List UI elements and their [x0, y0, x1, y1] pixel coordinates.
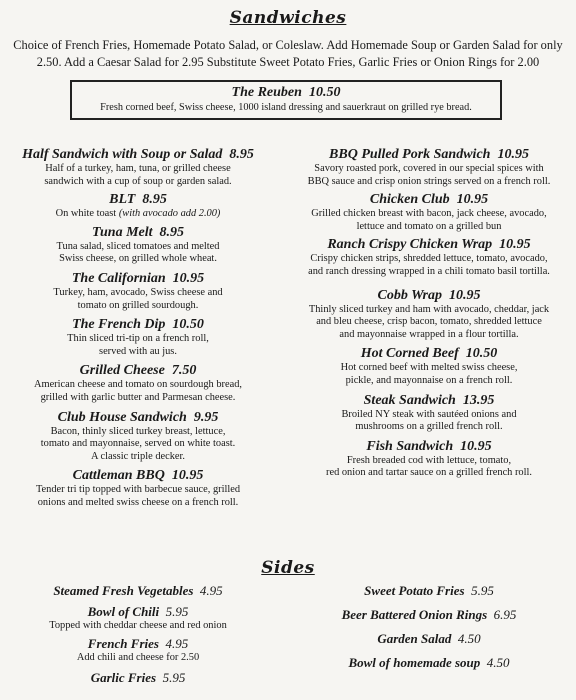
menu-item [287, 191, 571, 233]
item-desc: Tender tri tip topped with barbecue sauce, grilled onions and melted swiss cheese on a french roll. [35, 484, 241, 508]
item-desc: Thinly sliced turkey and ham with avocado, cheddar, jack and bleu cheese, crisp bacon, tomato, shredded lettuce and mayonnaise wrapped in a flour tortilla. [308, 303, 550, 340]
item-note: (with avocado add 2.00) [118, 208, 221, 220]
sides-right-column [287, 583, 571, 671]
item-desc: Crispy chicken strips, shredded lettuce, tomato, avocado, and ranch dressing wrapped in a chili tomato basil tortilla. [308, 253, 550, 277]
item-desc: Bacon, thinly sliced turkey breast, lettuce, tomato and mayonnaise, served on white toast. A classic triple decker. [40, 425, 236, 462]
item-name: BLT [109, 192, 136, 208]
item-name: Half Sandwich with Soup or Salad [22, 147, 223, 162]
side-item [0, 604, 276, 620]
item-name: The French Dip [72, 317, 166, 333]
item-price: 10.95 [460, 438, 492, 454]
item-name: BBQ Pulled Pork Sandwich [329, 147, 491, 162]
menu-item [0, 191, 276, 221]
menu-item [0, 316, 276, 358]
menu-item [287, 236, 571, 278]
item-name: Fish Sandwich [366, 438, 454, 454]
side-item [0, 636, 276, 652]
item-desc: Hot corned beef with melted swiss cheese, pickle, and mayonnaise on a french roll. [340, 362, 518, 386]
item-desc: Tuna salad, sliced tomatoes and melted Swiss cheese, on grilled whole wheat. [56, 240, 220, 265]
menu-item [0, 409, 276, 464]
featured-item-box [70, 80, 502, 120]
item-price: 8.95 [142, 192, 167, 208]
side-name: Sweet Potato Fries [364, 583, 465, 598]
item-desc: Grilled chicken breast with bacon, jack cheese, avocado, lettuce and tomato on a grilled bun [311, 208, 547, 232]
item-name: The Californian [71, 270, 166, 286]
item-name: Cobb Wrap [377, 287, 442, 303]
item-name: Chicken Club [369, 192, 450, 208]
right-menu-column [287, 146, 571, 480]
menu-item [0, 362, 276, 404]
sandwiches-intro: Choice of French Fries, Homemade Potato Salad, or Coleslaw. Add Homemade Soup or Garden Salad for only 2.50. Add a Caesar Salad for 2.95 Substitute Sweet Potato Fries, Garlic Fries or Onion Rings for 2.00 [13, 38, 563, 69]
item-name: Hot Corned Beef [360, 346, 459, 362]
item-name: Steak Sandwich [363, 392, 456, 408]
item-price: 10.95 [172, 270, 205, 286]
side-price: 6.95 [493, 607, 517, 622]
menu-item [0, 146, 276, 188]
featured-item-desc: Fresh corned beef, Swiss cheese, 1000 island dressing and sauerkraut on grilled rye bread. [100, 102, 472, 113]
item-desc: American cheese and tomato on sourdough bread, grilled with garlic butter and Parmesan cheese. [33, 379, 243, 403]
side-price: 5.95 [162, 670, 186, 685]
item-name: Club House Sandwich [57, 409, 187, 425]
side-price: 4.50 [486, 655, 510, 670]
item-price: 8.95 [229, 147, 254, 162]
side-item [287, 631, 571, 647]
side-price: 4.95 [165, 636, 189, 651]
menu-item [0, 270, 276, 312]
menu-item [0, 224, 276, 266]
side-item [287, 607, 571, 623]
item-desc: Turkey, ham, avocado, Swiss cheese and tomato on grilled sourdough. [53, 286, 223, 311]
item-price: 9.95 [193, 409, 219, 425]
side-price: 5.95 [165, 604, 189, 619]
side-desc: Add chili and cheese for 2.50 [76, 652, 200, 663]
side-name: Bowl of Chili [87, 604, 160, 619]
side-item [0, 583, 276, 599]
featured-item-name: The Reuben 10.50 [231, 85, 341, 100]
side-price: 5.95 [471, 583, 494, 598]
menu-item [287, 287, 571, 342]
item-desc: Half of a turkey, ham, tuna, or grilled cheese sandwich with a cup of soup or garden salad. [44, 163, 232, 187]
item-price: 7.50 [171, 363, 197, 379]
side-desc: Topped with cheddar cheese and red onion [49, 620, 227, 631]
sides-heading: Sides [261, 558, 315, 578]
item-price: 10.95 [171, 468, 204, 484]
side-item [287, 583, 571, 599]
side-name: Garden Salad [377, 631, 452, 646]
item-desc: Fresh breaded cod with lettuce, tomato, red onion and tartar sauce on a grilled french roll. [326, 454, 532, 479]
side-name: Beer Battered Onion Rings [341, 607, 488, 622]
item-name: Tuna Melt [91, 224, 153, 240]
side-name: French Fries [87, 636, 159, 651]
menu-item [0, 467, 276, 509]
item-name: Ranch Crispy Chicken Wrap [327, 237, 493, 253]
item-price: 10.95 [499, 237, 531, 253]
menu-item [287, 438, 571, 480]
side-item [287, 655, 571, 671]
sandwiches-heading: Sandwiches [229, 8, 347, 28]
left-menu-column [0, 146, 276, 510]
item-desc: On white toast (with avocado add 2.00) [55, 208, 221, 220]
item-price: 10.50 [172, 317, 204, 333]
item-desc: Broiled NY steak with sautéed onions and mushrooms on a grilled french roll. [341, 408, 517, 433]
item-price: 8.95 [159, 224, 185, 240]
item-desc: Savory roasted pork, covered in our special spices with BBQ sauce and crisp onion strings served on a french roll. [307, 163, 551, 187]
item-price: 10.95 [448, 287, 481, 303]
side-name: Garlic Fries [90, 670, 157, 685]
side-item [0, 670, 276, 686]
item-price: 10.95 [497, 147, 529, 162]
menu-item [287, 345, 571, 387]
item-price: 10.50 [465, 346, 498, 362]
item-price: 10.95 [456, 192, 489, 208]
sides-left-column [0, 583, 276, 686]
menu-item [287, 392, 571, 434]
item-desc: Thin sliced tri-tip on a french roll, served with au jus. [67, 333, 209, 357]
item-name: Grilled Cheese [79, 363, 165, 379]
side-price: 4.50 [457, 631, 481, 646]
item-name: Cattleman BBQ [72, 468, 165, 484]
item-price: 13.95 [462, 392, 495, 408]
side-price: 4.95 [199, 583, 223, 598]
side-name: Bowl of homemade soup [348, 655, 481, 670]
side-name: Steamed Fresh Vegetables [53, 583, 194, 598]
menu-item [287, 146, 571, 188]
